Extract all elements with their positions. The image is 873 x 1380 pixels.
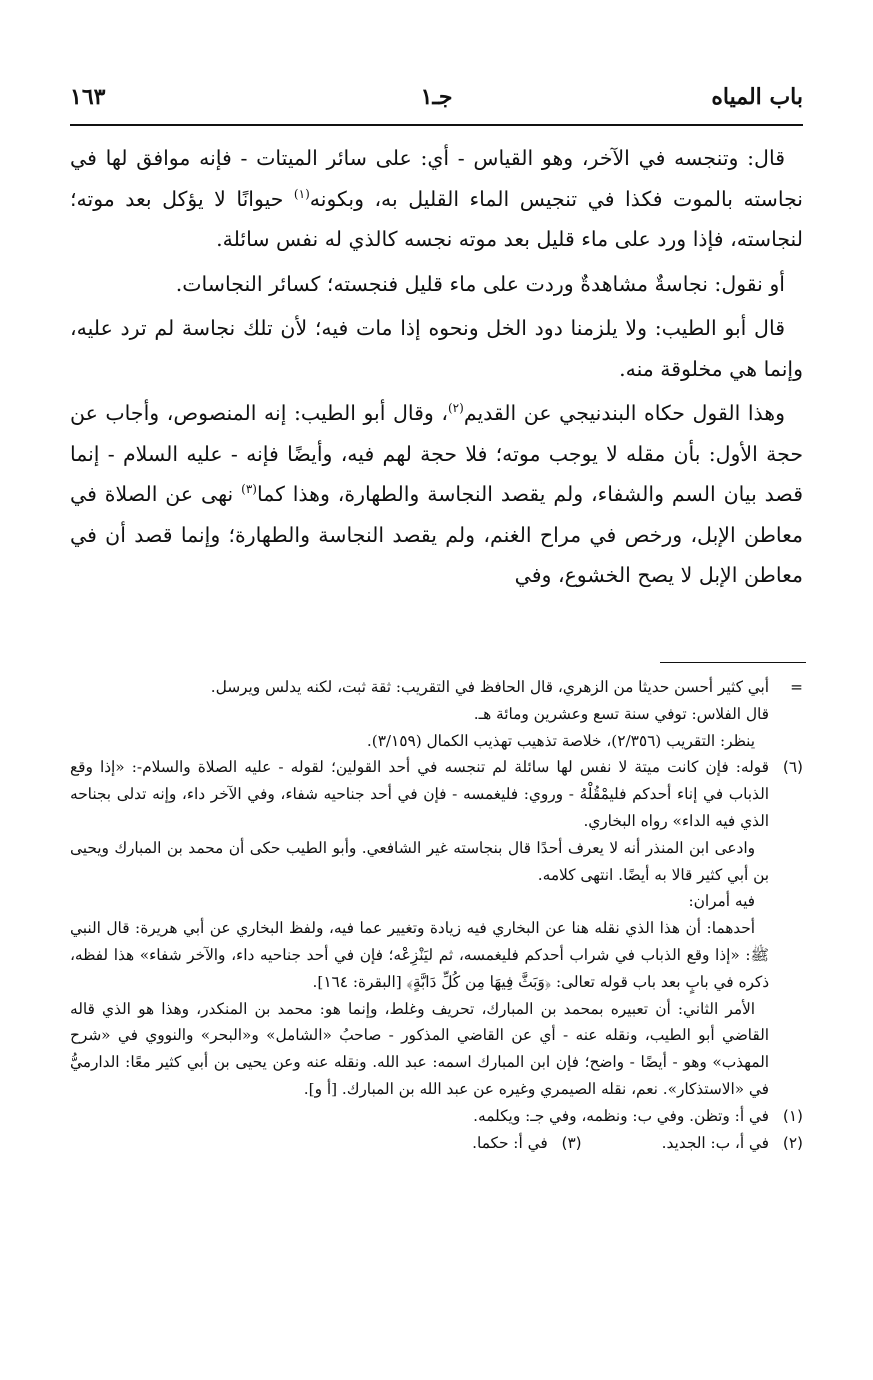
p4-text-a: وهذا القول حكاه البندنيجي عن القديم xyxy=(463,401,785,425)
footnote-ref-1: (١) xyxy=(293,186,310,201)
footnote-6 xyxy=(70,754,803,1102)
footnote-6-para-3: فيه أمران: xyxy=(688,892,755,911)
footnote-1 xyxy=(70,1103,803,1130)
footnote-2 xyxy=(662,1130,803,1157)
p1-text-a: قال: وتنجسه في الآخر، وهو القياس - أي: على سائر الميتات - فإنه موافق لها في نجاسته بالموت فكذا في تنجيس الماء القليل به، وبكونه xyxy=(70,146,804,211)
footnote-ref-2: (٢) xyxy=(447,401,464,416)
continuation-mark: = xyxy=(790,678,803,696)
main-text xyxy=(70,138,803,600)
paragraph-2: أو نقول: نجاسةٌ مشاهدةٌ وردت على ماء قليل فنجسته؛ كسائر النجاسات. xyxy=(175,271,785,296)
footnote-6-para-4: أحدهما: أن هذا الذي نقله هنا عن البخاري فيه زيادة وتغيير عما فيه، ولفظ البخاري عن أبي هريرة: قال النبي ﷺ: «إذا وقع الذباب في شراب أحدكم فليغمسه، ثم ليَنْزِعْه؛ فإن في أحد جناحيه داء، والآخر شفاء» هذا لفظه، ذكره في بابٍ بعد باب قوله تعالى: ﴿وَبَثَّ فِيهَا مِن كُلِّ دَابَّةٍ﴾ [البقرة: ١٦٤]. xyxy=(70,919,769,991)
footnote-3 xyxy=(472,1130,581,1157)
footnote-divider xyxy=(660,662,806,663)
footnote-3-mark: (٣) xyxy=(561,1133,582,1152)
footnote-ref-3: (٣) xyxy=(241,482,257,497)
footnote-row-2-3 xyxy=(70,1130,803,1157)
footnote-6-para-5: الأمر الثاني: أن تعبيره بمحمد بن المبارك، تحريف وغلط، وإنما هو: محمد بن المنكدر، وهذا هو الذي قاله القاضي أبو الطيب، ونقله عنه - أي عن القاضي المذكور - صاحبُ «الشامل» و«البحر» والنووي في «شرح المهذب» وهو - أيضًا - واضح؛ فإن ابن المبارك اسمه: عبد الله. ونقله عنه وعن يحيى بن أبي كثير معًا: الدارميُّ في «الاستذكار». نعم، نقله الصيمري وغيره عن عبد الله بن المبارك. [أ و]. xyxy=(70,999,769,1098)
footnote-1-mark: (١) xyxy=(782,1106,803,1125)
footnote-3-text: في أ: حكما. xyxy=(472,1133,548,1152)
volume-label: جـ١ xyxy=(420,84,453,110)
footnote-continuation xyxy=(70,674,803,754)
cont-line-1: أبي كثير أحسن حديثا من الزهري، قال الحافظ في التقريب: ثقة ثبت، لكنه يدلس ويرسل. xyxy=(210,678,769,696)
footnote-2-mark: (٢) xyxy=(782,1133,803,1152)
p4-text-c: نهى عن الصلاة في معاطن الإبل، ورخص في مراح الغنم، ولم يقصد النجاسة والطهارة؛ وإنما قصد أن في معاطن الإبل لا يصح الخشوع، وفي xyxy=(70,482,803,587)
cont-line-3: ينظر: التقريب (٢/٣٥٦)، خلاصة تذهيب تهذيب الكمال (٣/١٥٩). xyxy=(366,731,755,750)
cont-line-2: قال الفلاس: توفي سنة تسع وعشرين ومائة هـ. xyxy=(473,704,769,723)
chapter-title: باب المياه xyxy=(711,84,803,110)
paragraph-1 xyxy=(70,138,803,260)
footnote-6-para-2: وادعى ابن المنذر أنه لا يعرف أحدًا قال بنجاسته غير الشافعي. وأبو الطيب حكى أن محمد بن المبارك ويحيى بن أبي كثير قالا به أيضًا. انتهى كلامه. xyxy=(70,838,769,884)
paragraph-3: قال أبو الطيب: ولا يلزمنا دود الخل ونحوه إذا مات فيه؛ لأن تلك نجاسة لم ترد عليه، وإنما هي مخلوقة منه. xyxy=(70,316,803,381)
page-number: ١٦٣ xyxy=(70,84,106,110)
footnotes xyxy=(70,674,803,1156)
header-divider xyxy=(70,124,803,126)
footnote-1-text: في أ: وتظن. وفي ب: ونظمه، وفي جـ: ويكلمه. xyxy=(473,1106,769,1125)
footnote-6-para-1: قوله: فإن كانت ميتة لا نفس لها سائلة لم تنجسه في أحد القولين؛ لقوله - عليه الصلاة والسلام-: «إذا وقع الذباب في إناء أحدكم فليمْقُلْهُ - وروي: فليغمسه - فإن في أحد جناحيه شفاء، وفي الآخر داء، وإنه تدلى بجناحه الذي فيه الداء» رواه البخاري. xyxy=(70,758,769,830)
paragraph-4 xyxy=(70,393,803,596)
footnote-6-mark: (٦) xyxy=(782,758,803,777)
footnote-2-text: في أ، ب: الجديد. xyxy=(661,1133,769,1152)
running-head xyxy=(70,78,803,118)
p1-text-b: حيوانًا لا يؤكل بعد موته؛ لنجاسته، فإذا ورد على ماء قليل بعد موته نجسه كالذي له نفس سائلة. xyxy=(70,186,803,251)
p4-text-b: ، وقال أبو الطيب: إنه المنصوص، وأجاب عن حجة الأول: بأن مقله لا يوجب موته؛ فلا حجة لهم فيه، وأيضًا فإنه - عليه السلام - إنما قصد بيان السم والشفاء، ولم يقصد النجاسة والطهارة، وهذا كما xyxy=(70,401,803,506)
